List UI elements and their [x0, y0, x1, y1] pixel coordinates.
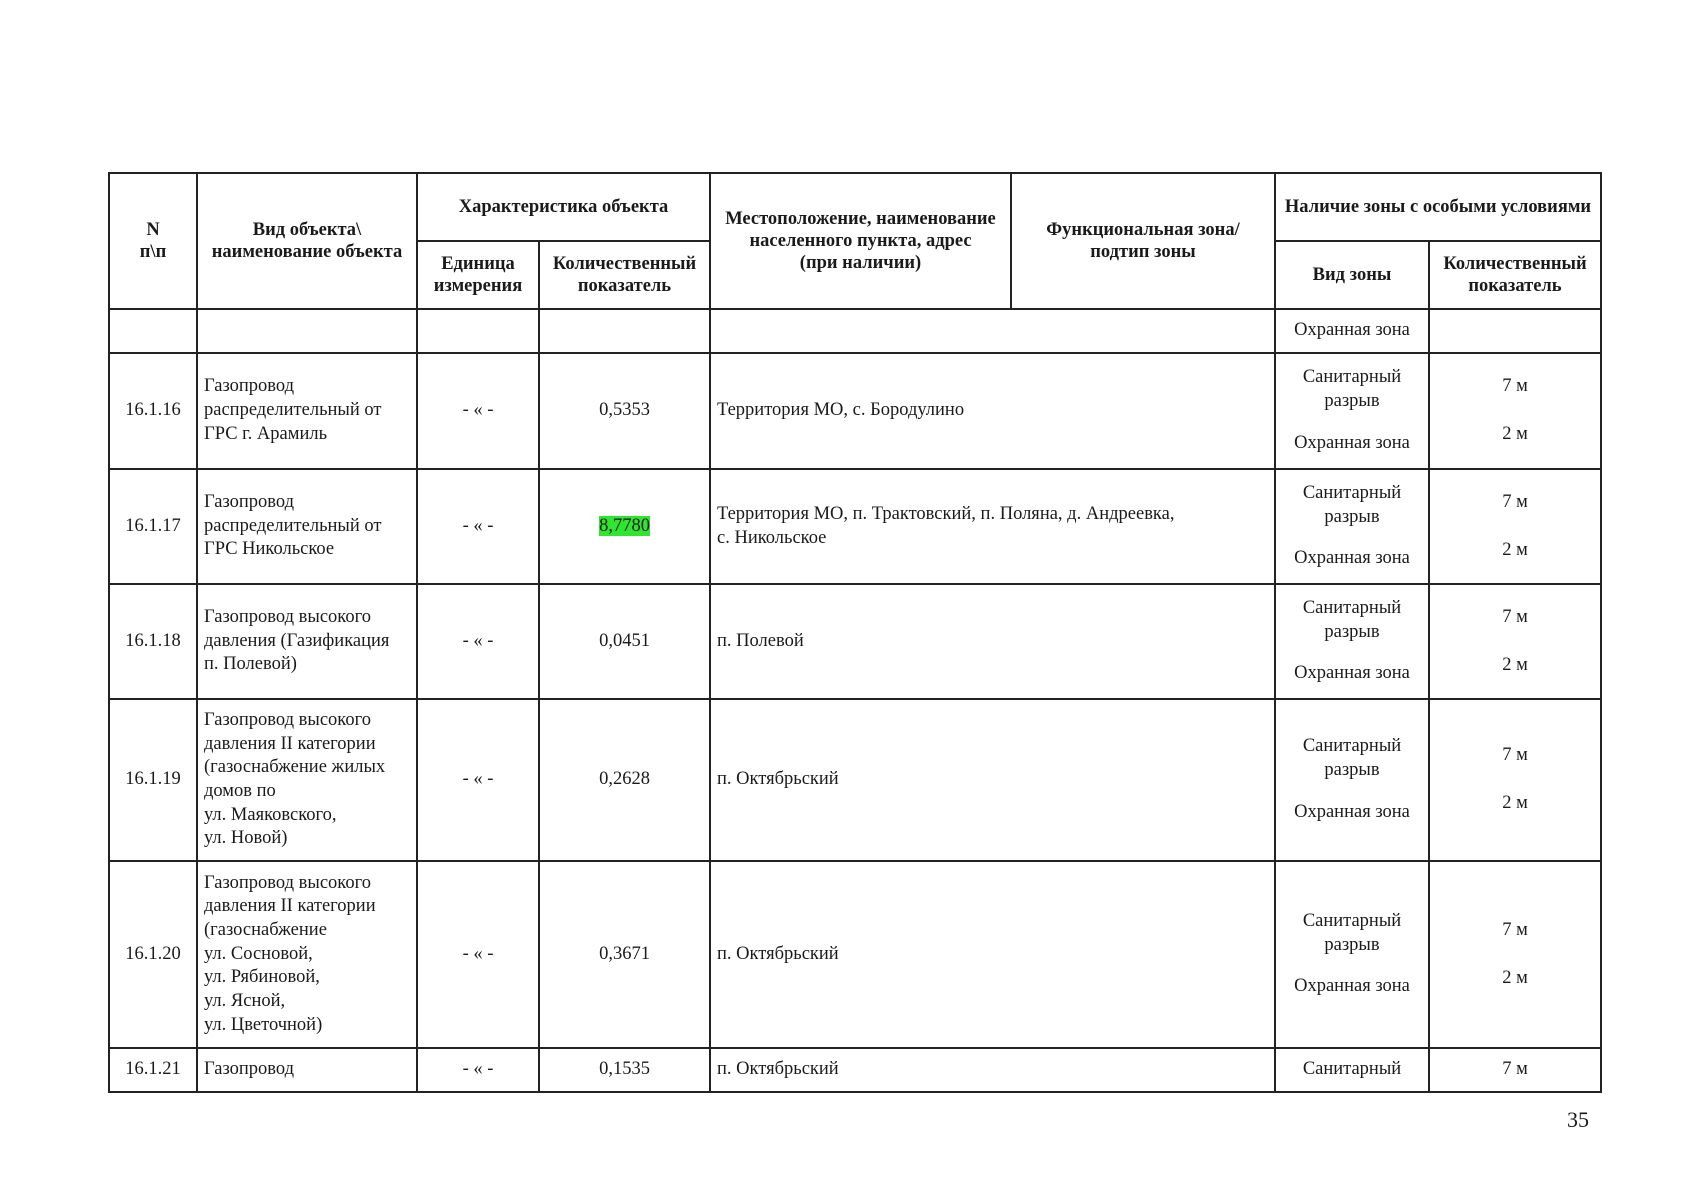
zone-stack: [1282, 366, 1422, 455]
quantity-value: 8,7780: [599, 515, 650, 536]
quantity-value: 0,0451: [599, 630, 650, 651]
object-name: Газопровод высокого давления II категории (газоснабжение ул. Сосновой, ул. Рябиновой, ул. Ясной, ул. Цветочной): [197, 861, 417, 1048]
sanitary-gap-value: 7 м: [1502, 491, 1528, 512]
table-row: [109, 861, 1601, 1048]
zone-value-cell: 7 м: [1429, 1048, 1601, 1092]
sanitary-gap-value: 7 м: [1502, 919, 1528, 940]
zone-values-stack: [1436, 375, 1594, 446]
zone-type-cell: [1275, 584, 1429, 699]
zone-type-cell: Санитарный: [1275, 1048, 1429, 1092]
unit-cell: - « -: [417, 1048, 539, 1092]
sanitary-gap-label: Санитарный разрыв: [1302, 482, 1402, 527]
location-cell: п. Октябрьский: [710, 861, 1275, 1048]
zone-type-cell: [1275, 861, 1429, 1048]
zone-type-cell: [1275, 469, 1429, 584]
location-cell: Территория МО, п. Трактовский, п. Поляна, д. Андреевка, с. Никольское: [710, 469, 1275, 584]
zone-type-cell: [1275, 353, 1429, 469]
table-body: [109, 309, 1601, 1092]
object-name: Газопровод высокого давления (Газификация п. Полевой): [197, 584, 417, 699]
zone-values-stack: [1436, 919, 1594, 990]
protection-zone-label: Охранная зона: [1294, 432, 1410, 453]
zone-stack: [1282, 735, 1422, 824]
protection-zone-value: 2 м: [1502, 967, 1528, 988]
zone-value-cell: [1429, 699, 1601, 861]
row-number: 16.1.18: [109, 584, 197, 699]
quantity-cell: [539, 584, 710, 699]
quantity-cell: [539, 699, 710, 861]
zone-value-cell: [1429, 861, 1601, 1048]
sanitary-gap-label: Санитарный разрыв: [1302, 597, 1402, 642]
quantity-cell: [539, 353, 710, 469]
zone-value-cell: [1429, 353, 1601, 469]
sanitary-gap-label: Санитарный разрыв: [1302, 367, 1402, 412]
protection-zone-value: 2 м: [1502, 793, 1528, 813]
zone-value-cell: [1429, 469, 1601, 584]
location-cell: п. Октябрьский: [710, 1048, 1275, 1092]
table-row: [109, 1048, 1601, 1092]
quantity-value: 0,3671: [599, 943, 650, 964]
page-number: 35: [1567, 1107, 1589, 1132]
table-row: [109, 584, 1601, 699]
protection-zone-label: Охранная зона: [1294, 663, 1410, 684]
header-unit: Единица измерения: [417, 241, 539, 309]
header-location: Местоположение, наименование населенного пункта, адрес (при наличии): [710, 173, 1011, 309]
sanitary-gap-label: Санитарный разрыв: [1302, 736, 1402, 781]
protection-zone-label: Охранная зона: [1294, 548, 1410, 569]
zone-value-cell: [1429, 584, 1601, 699]
unit-cell: - « -: [417, 584, 539, 699]
zone-values-stack: [1436, 491, 1594, 562]
unit-cell: - « -: [417, 469, 539, 584]
location-cell: Территория МО, с. Бородулино: [710, 353, 1275, 469]
protection-zone-label: Охранная зона: [1294, 976, 1410, 997]
header-special-zone: Наличие зоны с особыми условиями: [1275, 173, 1601, 241]
row-number: 16.1.17: [109, 469, 197, 584]
protection-zone-value: 2 м: [1502, 424, 1528, 444]
row-number: 16.1.21: [109, 1048, 197, 1092]
location-cell: п. Полевой: [710, 584, 1275, 699]
sanitary-gap-value: 7 м: [1502, 745, 1528, 766]
zone-values-stack: [1436, 744, 1594, 815]
quantity-cell: [539, 1048, 710, 1092]
quantity-value: 0,1535: [599, 1059, 650, 1080]
row-number: 16.1.20: [109, 861, 197, 1048]
sanitary-gap-label: Санитарный разрыв: [1302, 910, 1402, 955]
object-name: Газопровод распределительный от ГРС Никольское: [197, 469, 417, 584]
object-name: Газопровод высокого давления II категории (газоснабжение жилых домов по ул. Маяковского, ул. Новой): [197, 699, 417, 861]
zone-stack: [1282, 482, 1422, 571]
location-cell: п. Октябрьский: [710, 699, 1275, 861]
row-number: 16.1.19: [109, 699, 197, 861]
object-name: Газопровод: [197, 1048, 417, 1092]
sanitary-gap-value: 7 м: [1502, 376, 1528, 397]
objects-table: [108, 172, 1602, 1093]
header-functional-zone: Функциональная зона/ подтип зоны: [1011, 173, 1275, 309]
sanitary-gap-value: 7 м: [1502, 606, 1528, 627]
header-zone-quantity: Количественный показатель: [1429, 241, 1601, 309]
protection-zone-value: 2 м: [1502, 539, 1528, 560]
zone-stack: [1282, 910, 1422, 999]
quantity-value: 0,5353: [599, 400, 650, 421]
quantity-value: 0,2628: [599, 769, 650, 790]
table-row: [109, 469, 1601, 584]
row-number: 16.1.16: [109, 353, 197, 469]
header-zone-type: Вид зоны: [1275, 241, 1429, 309]
header-characteristics: Характеристика объекта: [417, 173, 710, 241]
quantity-cell: [539, 861, 710, 1048]
quantity-cell: [539, 469, 710, 584]
unit-cell: - « -: [417, 699, 539, 861]
header-quantity: Количественный показатель: [539, 241, 710, 309]
zone-type-cell: [1275, 699, 1429, 861]
protection-zone-label: Охранная зона: [1294, 801, 1410, 822]
unit-cell: - « -: [417, 353, 539, 469]
header-num: N п\п: [109, 173, 197, 309]
continuation-row: [109, 309, 1601, 353]
zone-stack: [1282, 597, 1422, 686]
unit-cell: - « -: [417, 861, 539, 1048]
header-object-type: Вид объекта\ наименование объекта: [197, 173, 417, 309]
object-name: Газопровод распределительный от ГРС г. Арамиль: [197, 353, 417, 469]
table-row: [109, 699, 1601, 861]
protection-zone-value: 2 м: [1502, 654, 1528, 675]
zone-values-stack: [1436, 606, 1594, 677]
table-row: [109, 353, 1601, 469]
zone-type-cell: Охранная зона: [1275, 309, 1429, 353]
